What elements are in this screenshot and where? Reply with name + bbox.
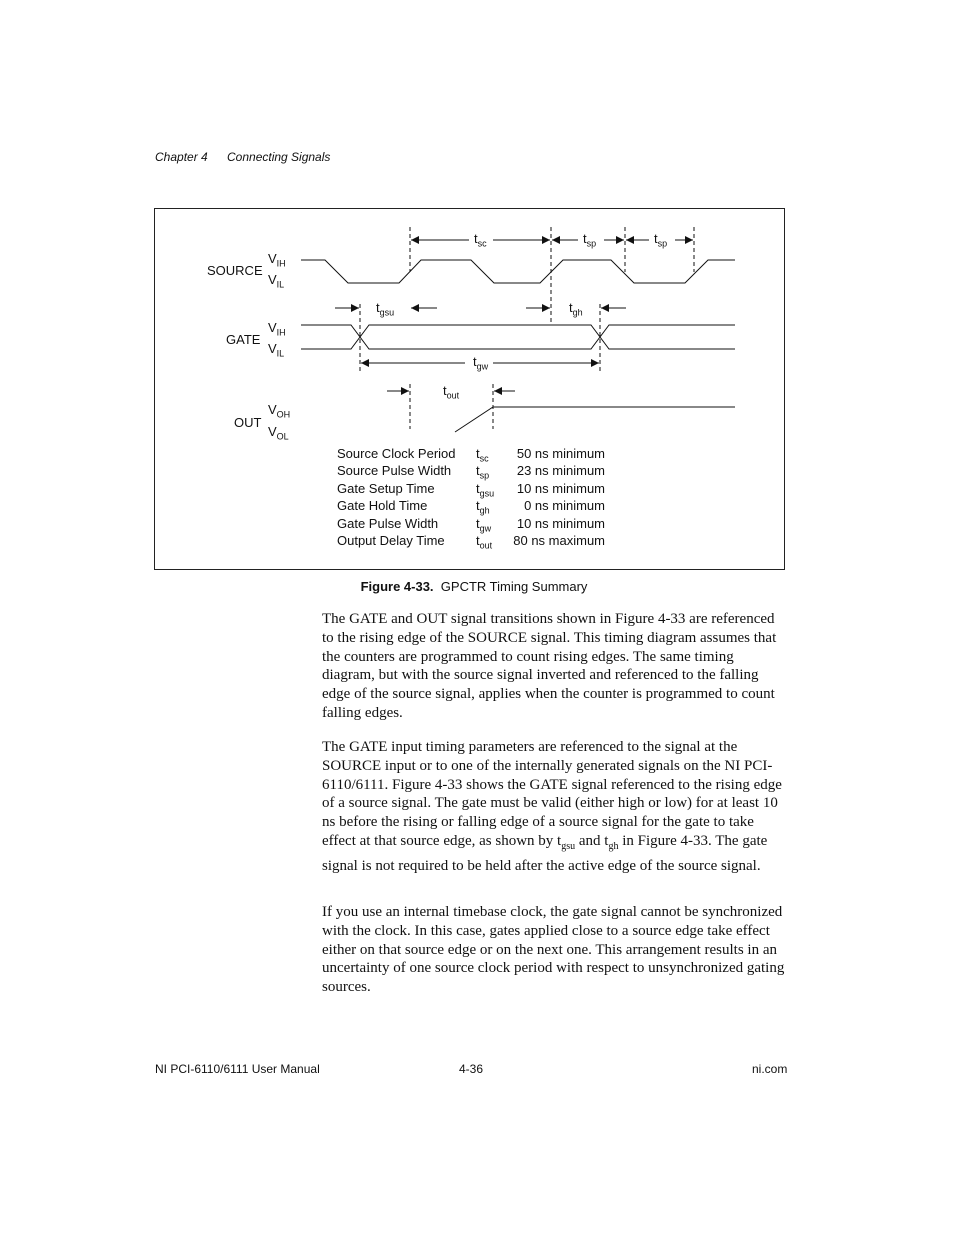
timing-value: 50 ns minimum — [516, 446, 605, 461]
source-label: SOURCE — [207, 263, 263, 278]
gate-vih-label: $V_{IH}$ — [268, 320, 286, 338]
gate-label: GATE — [226, 332, 261, 347]
footer-site: ni.com — [752, 1062, 788, 1076]
footer-page-number: 4-36 — [459, 1062, 484, 1076]
out-waveform — [455, 407, 735, 432]
tgsu-label: $t_{gsu}$ — [376, 300, 395, 318]
timing-symbol: $t_{out}$ — [476, 532, 493, 551]
out-label: OUT — [234, 415, 262, 430]
body-paragraph-3: If you use an internal timebase clock, the gate signal cannot be synchronized with the clock. In this case, gates applied close to a source edge take effect either on that source edge or on the next one. This arrangement results in an uncertainty of one source clock period with respect to unsynchronized gating sources. — [322, 904, 785, 996]
timing-symbol: $t_{sp}$ — [476, 463, 490, 481]
timing-name: Gate Setup Time — [337, 480, 435, 496]
timing-value: 23 ns minimum — [516, 463, 605, 479]
body-paragraph-1: The GATE and OUT signal transitions shown in Figure 4-33 are referenced to the rising edge of the SOURCE signal. This timing diagram assumes that the counters are programmed to count rising edges. The same timing diagram, but with the source signal inverted and referenced to the falling edge of the source signal, applies when the counter is programmed to count falling edges. — [322, 611, 777, 721]
source-vil-label: $V_{IL}$ — [268, 272, 285, 290]
tsc-label: $t_{sc}$ — [474, 231, 487, 249]
body-paragraph-2: The GATE input timing parameters are referenced to the signal at the SOURCE input or to one of the internally generated signals on the NI PCI-6110/6111. Figure 4-33 shows the GATE signal referenced to the rising edge of a source signal. The gate must be valid (either high or low) for at least 10 ns before the rising or falling edge of a source signal for the gate to take effect at that source edge, as shown by $t_{gsu}$ and $t_{gh}$ in Figure 4-33. The gate signal is not required to be held after the active edge of the source signal. — [322, 739, 782, 874]
timing-value: 10 ns minimum — [516, 515, 605, 531]
header-section: Connecting Signals — [227, 150, 331, 164]
timing-value: 80 ns maximum — [513, 532, 605, 548]
tout-label: $t_{out}$ — [443, 383, 460, 401]
timing-symbol: $t_{sc}$ — [476, 446, 489, 464]
out-voh-label: $V_{OH}$ — [268, 402, 291, 420]
timing-value: 10 ns minimum — [516, 480, 605, 496]
timing-name: Source Clock Period — [337, 446, 456, 461]
caption-number: Figure 4-33. — [360, 579, 434, 594]
tsp2-label: $t_{sp}$ — [654, 231, 668, 249]
tgh-label: $t_{gh}$ — [569, 300, 583, 318]
gate-vil-label: $V_{IL}$ — [268, 341, 285, 359]
footer-manual: NI PCI-6110/6111 User Manual — [155, 1062, 320, 1076]
source-vih-label: $V_{IH}$ — [268, 251, 286, 269]
timing-value: 0 ns minimum — [524, 498, 605, 514]
timing-symbol: $t_{gh}$ — [476, 498, 490, 516]
timing-symbol: $t_{gw}$ — [476, 515, 492, 534]
figure-caption — [361, 579, 588, 594]
timing-name: Gate Hold Time — [337, 498, 428, 514]
timing-name: Gate Pulse Width — [337, 515, 439, 531]
timing-name: Output Delay Time — [337, 532, 445, 548]
tsp1-label: $t_{sp}$ — [583, 231, 597, 249]
caption-title: GPCTR Timing Summary — [440, 579, 588, 594]
source-waveform — [301, 260, 735, 283]
out-vol-label: $V_{OL}$ — [268, 424, 289, 442]
timing-figure — [154, 208, 785, 570]
timing-symbol: $t_{gsu}$ — [476, 480, 495, 499]
tgw-label: $t_{gw}$ — [473, 354, 489, 372]
header-chapter: Chapter 4 — [155, 150, 208, 164]
timing-name: Source Pulse Width — [337, 463, 452, 479]
